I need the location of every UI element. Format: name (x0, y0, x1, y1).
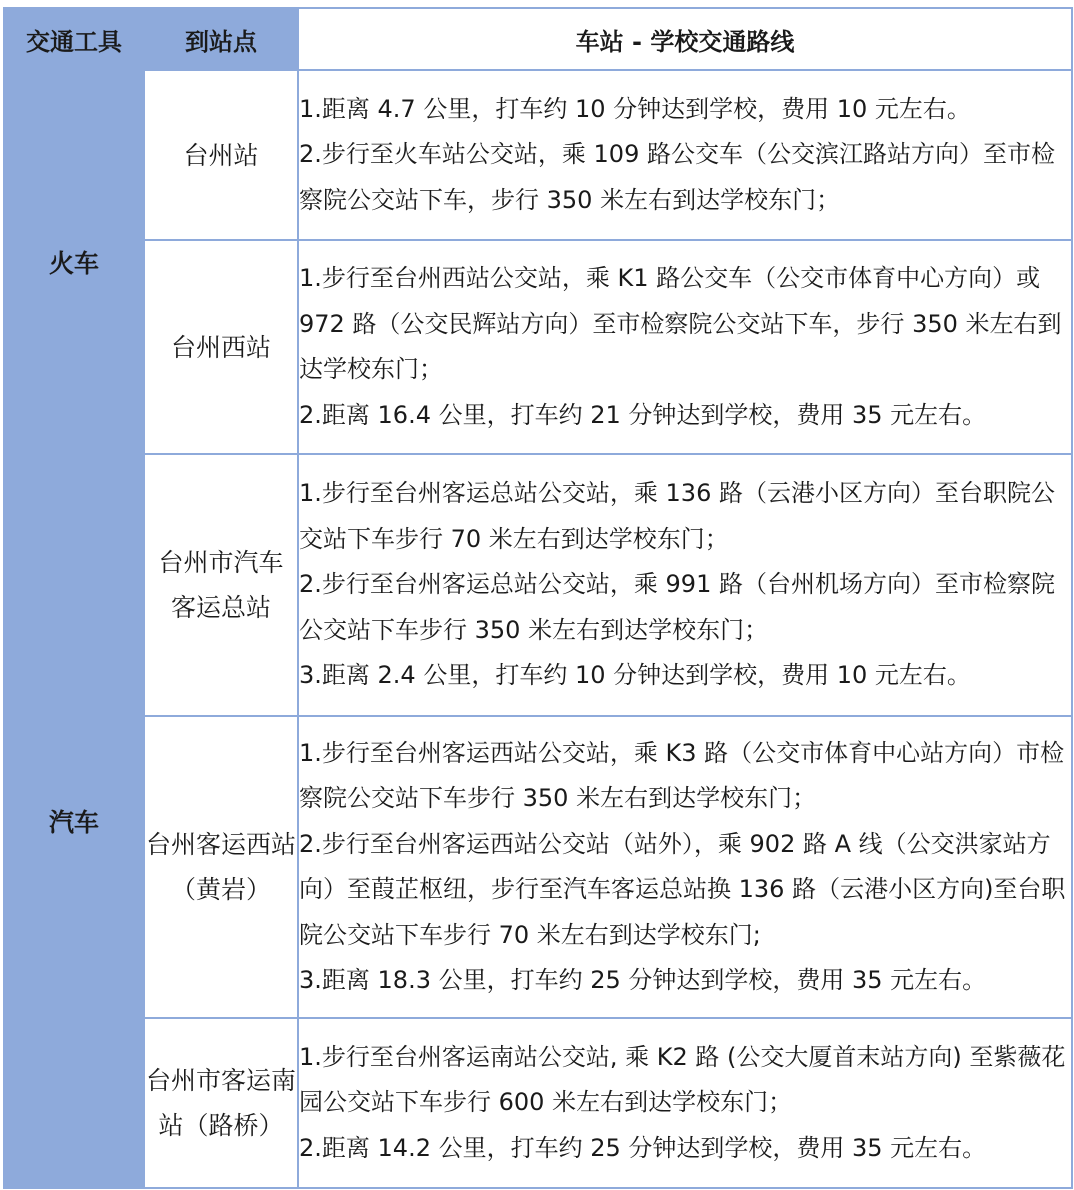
table-row (4, 1018, 1072, 1188)
route-line: 3.距离 18.3 公里，打车约 25 分钟达到学校，费用 35 元左右。 (299, 966, 987, 994)
route-line: 2.步行至火车站公交站，乘 109 路公交车（公交滨江路站方向）至市检察院公交站下车，步行 350 米左右到达学校东门； (299, 140, 1055, 214)
header-route: 车站 - 学校交通路线 (298, 8, 1072, 70)
header-station: 到站点 (144, 8, 298, 70)
header-mode: 交通工具 (4, 8, 144, 70)
route-line: 1.步行至台州客运总站公交站，乘 136 路（云港小区方向）至台职院公交站下车步行 70 米左右到达学校东门； (299, 479, 1055, 553)
table-row (4, 70, 1072, 240)
route-line: 2.距离 16.4 公里，打车约 21 分钟达到学校，费用 35 元左右。 (299, 400, 987, 429)
mode-cell-bus: 汽车 (4, 454, 144, 1188)
table-row (4, 240, 1072, 454)
route-cell (298, 716, 1072, 1018)
transport-route-table (3, 7, 1073, 1189)
table-row (4, 716, 1072, 1018)
route-cell (298, 240, 1072, 454)
station-cell: 台州市客运南站（路桥） (144, 1018, 298, 1188)
route-line: 1.步行至台州客运南站公交站, 乘 K2 路 (公交大厦首末站方向) 至紫薇花园公交站下车步行 600 米左右到达学校东门； (299, 1042, 1066, 1117)
route-line: 1.距离 4.7 公里，打车约 10 分钟达到学校，费用 10 元左右。 (299, 94, 971, 123)
table-header (4, 8, 1072, 70)
route-line: 1.步行至台州西站公交站，乘 K1 路公交车（公交市体育中心方向）或 972 路（公交民辉站方向）至市检察院公交站下车，步行 350 米左右到达学校东门； (299, 264, 1062, 383)
route-cell (298, 1018, 1072, 1188)
route-line: 3.距离 2.4 公里，打车约 10 分钟达到学校，费用 10 元左右。 (299, 661, 971, 690)
table-row (4, 454, 1072, 716)
route-cell (298, 454, 1072, 716)
station-cell: 台州市汽车客运总站 (144, 454, 298, 716)
station-cell: 台州站 (144, 70, 298, 240)
station-cell: 台州西站 (144, 240, 298, 454)
route-line: 2.步行至台州客运总站公交站，乘 991 路（台州机场方向）至市检察院公交站下车步行 350 米左右到达学校东门； (299, 570, 1055, 644)
mode-cell-train: 火车 (4, 70, 144, 454)
station-cell: 台州客运西站（黄岩） (144, 716, 298, 1018)
route-line: 2.距离 14.2 公里，打车约 25 分钟达到学校，费用 35 元左右。 (299, 1133, 987, 1162)
route-line: 2.步行至台州客运西站公交站（站外），乘 902 路 A 线（公交洪家站方向）至葭芷枢纽，步行至汽车客运总站换 136 路（云港小区方向)至台职院公交站下车步行 70 米左右到达学校东门; (299, 829, 1066, 949)
route-line: 1.步行至台州客运西站公交站，乘 K3 路（公交市体育中心站方向）市检察院公交站下车步行 350 米左右到达学校东门； (299, 738, 1065, 812)
route-cell (298, 70, 1072, 240)
